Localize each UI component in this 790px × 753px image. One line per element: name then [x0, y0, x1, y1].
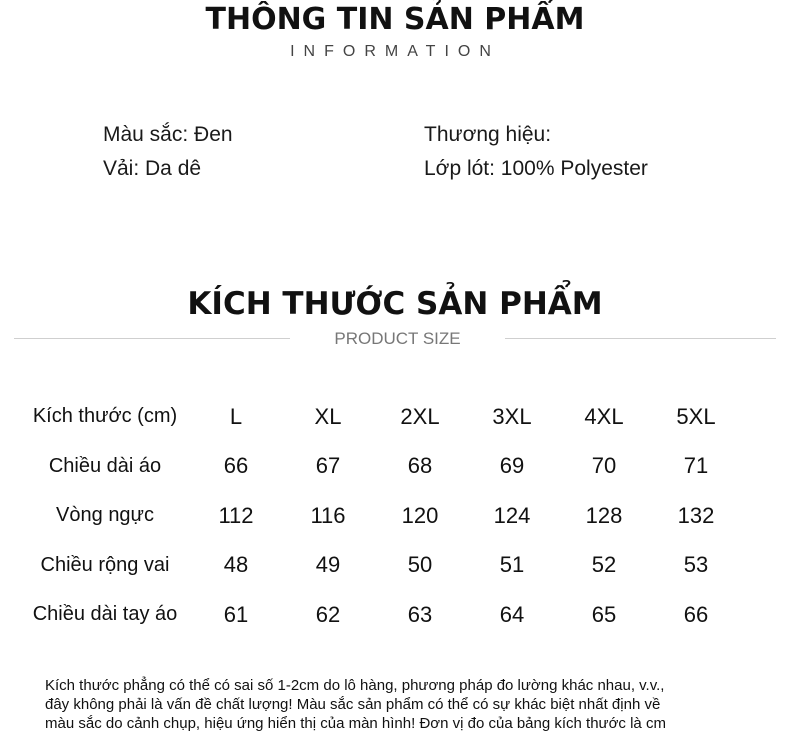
cell-value: 128	[585, 502, 623, 528]
cell-value: 4XL	[584, 403, 624, 429]
cell-value: 49	[315, 552, 341, 578]
cell-value: 116	[310, 502, 346, 528]
info-title: THÔNG TIN SẢN PHẨM	[205, 2, 585, 37]
cell-value: 66	[223, 453, 249, 479]
cell-value: 65	[591, 601, 617, 627]
cell-value: 112	[218, 502, 254, 528]
cell-value: 67	[315, 453, 341, 479]
cell-value: 132	[677, 502, 715, 528]
cell-value: 52	[591, 552, 617, 578]
row-label: Chiều rộng vai	[40, 553, 170, 576]
lining-spec: Lớp lót: 100% Polyester	[424, 157, 648, 180]
cell-value: 2XL	[400, 403, 440, 429]
cell-value: XL	[314, 403, 342, 429]
cell-value: 61	[223, 601, 249, 627]
cell-value: 66	[683, 601, 709, 627]
note-line: đây không phải là vấn đề chất lượng! Màu sắc sản phẩm có thể có sự khác biệt nhất định về	[45, 696, 661, 713]
row-label: Vòng ngực	[56, 504, 154, 527]
cell-value: 63	[407, 601, 433, 627]
row-label: Chiều dài áo	[48, 454, 162, 477]
table-row	[20, 442, 742, 492]
color-spec: Màu sắc: Đen	[103, 123, 233, 146]
cell-value: 71	[683, 453, 709, 479]
cell-value: 48	[223, 552, 249, 578]
cell-value: 68	[407, 453, 433, 479]
size-note	[45, 676, 765, 733]
note-line: Kích thước phẳng có thể có sai số 1-2cm do lô hàng, phương pháp đo lường khác nhau, v.v.,	[45, 677, 665, 694]
table-row	[20, 590, 742, 640]
cell-value: 64	[499, 601, 525, 627]
cell-value: 120	[401, 502, 439, 528]
table-row	[20, 491, 742, 541]
info-subtitle: INFORMATION	[290, 43, 500, 60]
fabric-spec: Vải: Da dê	[103, 157, 202, 180]
cell-value: 50	[407, 552, 433, 578]
cell-value: 5XL	[676, 403, 716, 429]
divider-right	[505, 338, 776, 339]
divider-left	[14, 338, 290, 339]
cell-value: 53	[683, 552, 709, 578]
cell-value: L	[229, 403, 243, 429]
cell-value: 69	[499, 453, 525, 479]
cell-value: 124	[493, 502, 531, 528]
cell-value: 70	[591, 453, 617, 479]
size-title: KÍCH THƯỚC SẢN PHẨM	[187, 286, 603, 322]
size-table	[20, 392, 742, 640]
row-label: Chiều dài tay áo	[32, 603, 178, 626]
cell-value: 3XL	[492, 403, 532, 429]
cell-value: 62	[315, 601, 341, 627]
table-row	[20, 541, 742, 591]
size-subtitle: PRODUCT SIZE	[334, 329, 461, 348]
table-row	[20, 392, 742, 442]
row-label: Kích thước (cm)	[32, 405, 178, 428]
cell-value: 51	[499, 552, 525, 578]
note-line: màu sắc do cảnh chụp, hiệu ứng hiển thị của màn hình! Đơn vị đo của bảng kích thước là cm	[45, 715, 666, 732]
brand-spec: Thương hiệu:	[424, 123, 552, 146]
